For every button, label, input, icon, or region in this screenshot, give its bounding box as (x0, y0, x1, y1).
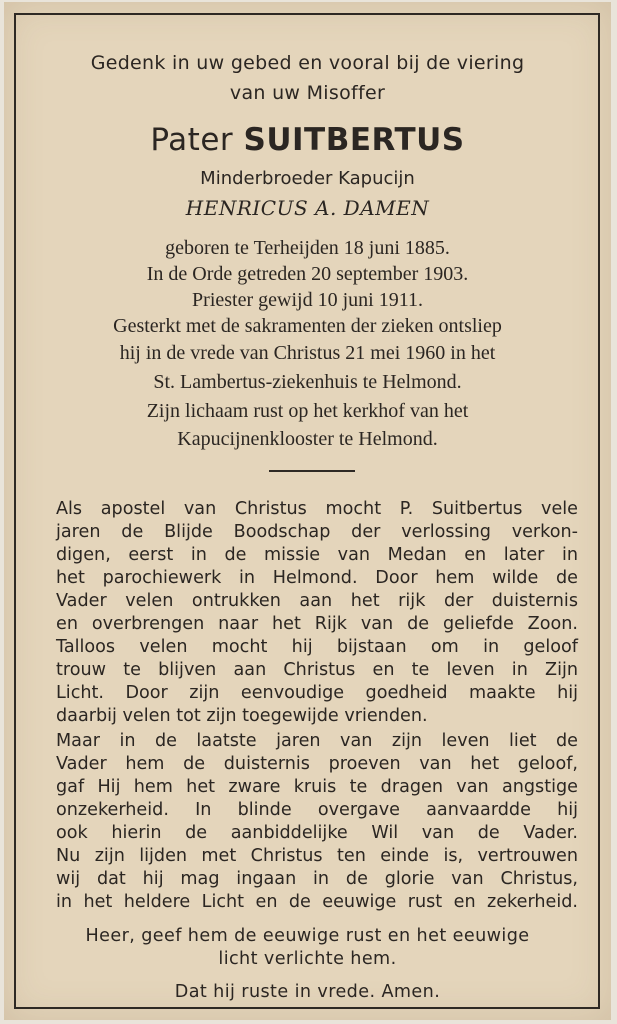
paragraph-2-line: wij dat hij mag ingaan in de glorie van Christus, (56, 869, 578, 889)
paragraph-2-line: Vader hem de duisternis proeven van het geloof, (56, 754, 578, 774)
paragraph-1-line: het parochiewerk in Helmond. Door hem wilde de (56, 568, 578, 588)
religious-order: Minderbroeder Kapucijn (200, 168, 415, 189)
paragraph-2-line: gaf Hij hem het zware kruis te dragen van angstige (56, 777, 578, 797)
paragraph-1-line: Talloos velen mocht hij bijstaan om in geloof (56, 637, 578, 657)
prayer-line-2: licht verlichte hem. (218, 949, 397, 969)
paragraph-1-line: jaren de Blijde Boodschap der verlossing verkon- (56, 522, 578, 542)
paragraph-1-line: digen, eerst in de missie van Medan en later in (56, 545, 578, 565)
paragraph-1-line: Als apostel van Christus mocht P. Suitbertus vele (56, 499, 578, 519)
fact-burial-line-1: Zijn lichaam rust op het kerkhof van het (146, 400, 469, 422)
intro-line-1: Gedenk in uw gebed en vooral bij de viering (90, 52, 525, 74)
paragraph-2-line: Nu zijn lijden met Christus ten einde is, vertrouwen (56, 846, 578, 866)
civil-name: HENRICUS A. DAMEN (185, 196, 430, 220)
paragraph-2-line: in het heldere Licht en de eeuwige rust en zekerheid. (56, 892, 578, 912)
paragraph-1-line: Licht. Door zijn eenvoudige goedheid maakte hij (56, 683, 578, 703)
prayer-line-1: Heer, geef hem de eeuwige rust en het eeuwige (85, 926, 530, 946)
fact-order-entry: In de Orde getreden 20 september 1903. (146, 263, 469, 285)
paragraph-1-line: daarbij velen tot zijn toegewijde vrienden. (56, 706, 428, 726)
deceased-name (4, 122, 611, 158)
paragraph-1-line: en overbrengen naar het Rijk van de geliefde Zoon. (56, 614, 578, 634)
fact-birth: geboren te Terheijden 18 juni 1885. (165, 237, 450, 259)
paragraph-2-line: Maar in de laatste jaren van zijn leven liet de (56, 731, 578, 751)
fact-death-line-2: hij in de vrede van Christus 21 mei 1960 in het (119, 342, 496, 364)
religious-name: SUITBERTUS (243, 122, 465, 158)
fact-ordination: Priester gewijd 10 juni 1911. (192, 289, 423, 311)
title-prefix: Pater (150, 122, 234, 158)
fact-burial-line-2: Kapucijnenklooster te Helmond. (177, 428, 438, 450)
final-blessing: Dat hij ruste in vrede. Amen. (174, 982, 441, 1002)
memorial-card (4, 2, 611, 1020)
fact-death-line-1: Gesterkt met de sakramenten der zieken ontsliep (113, 315, 502, 337)
intro-line-2: van uw Misoffer (229, 82, 386, 104)
paragraph-2-line: ook hierin de aanbiddelijke Wil van de Vader. (56, 823, 578, 843)
fact-death-line-3: St. Lambertus-ziekenhuis te Helmond. (153, 371, 462, 393)
paragraph-1-line: trouw te blijven aan Christus en te leven in Zijn (56, 660, 578, 680)
paragraph-2-line: onzekerheid. In blinde overgave aanvaardde hij (56, 800, 578, 820)
divider-line (269, 470, 355, 472)
paragraph-1-line: Vader velen ontrukken aan het rijk der duisternis (56, 591, 578, 611)
